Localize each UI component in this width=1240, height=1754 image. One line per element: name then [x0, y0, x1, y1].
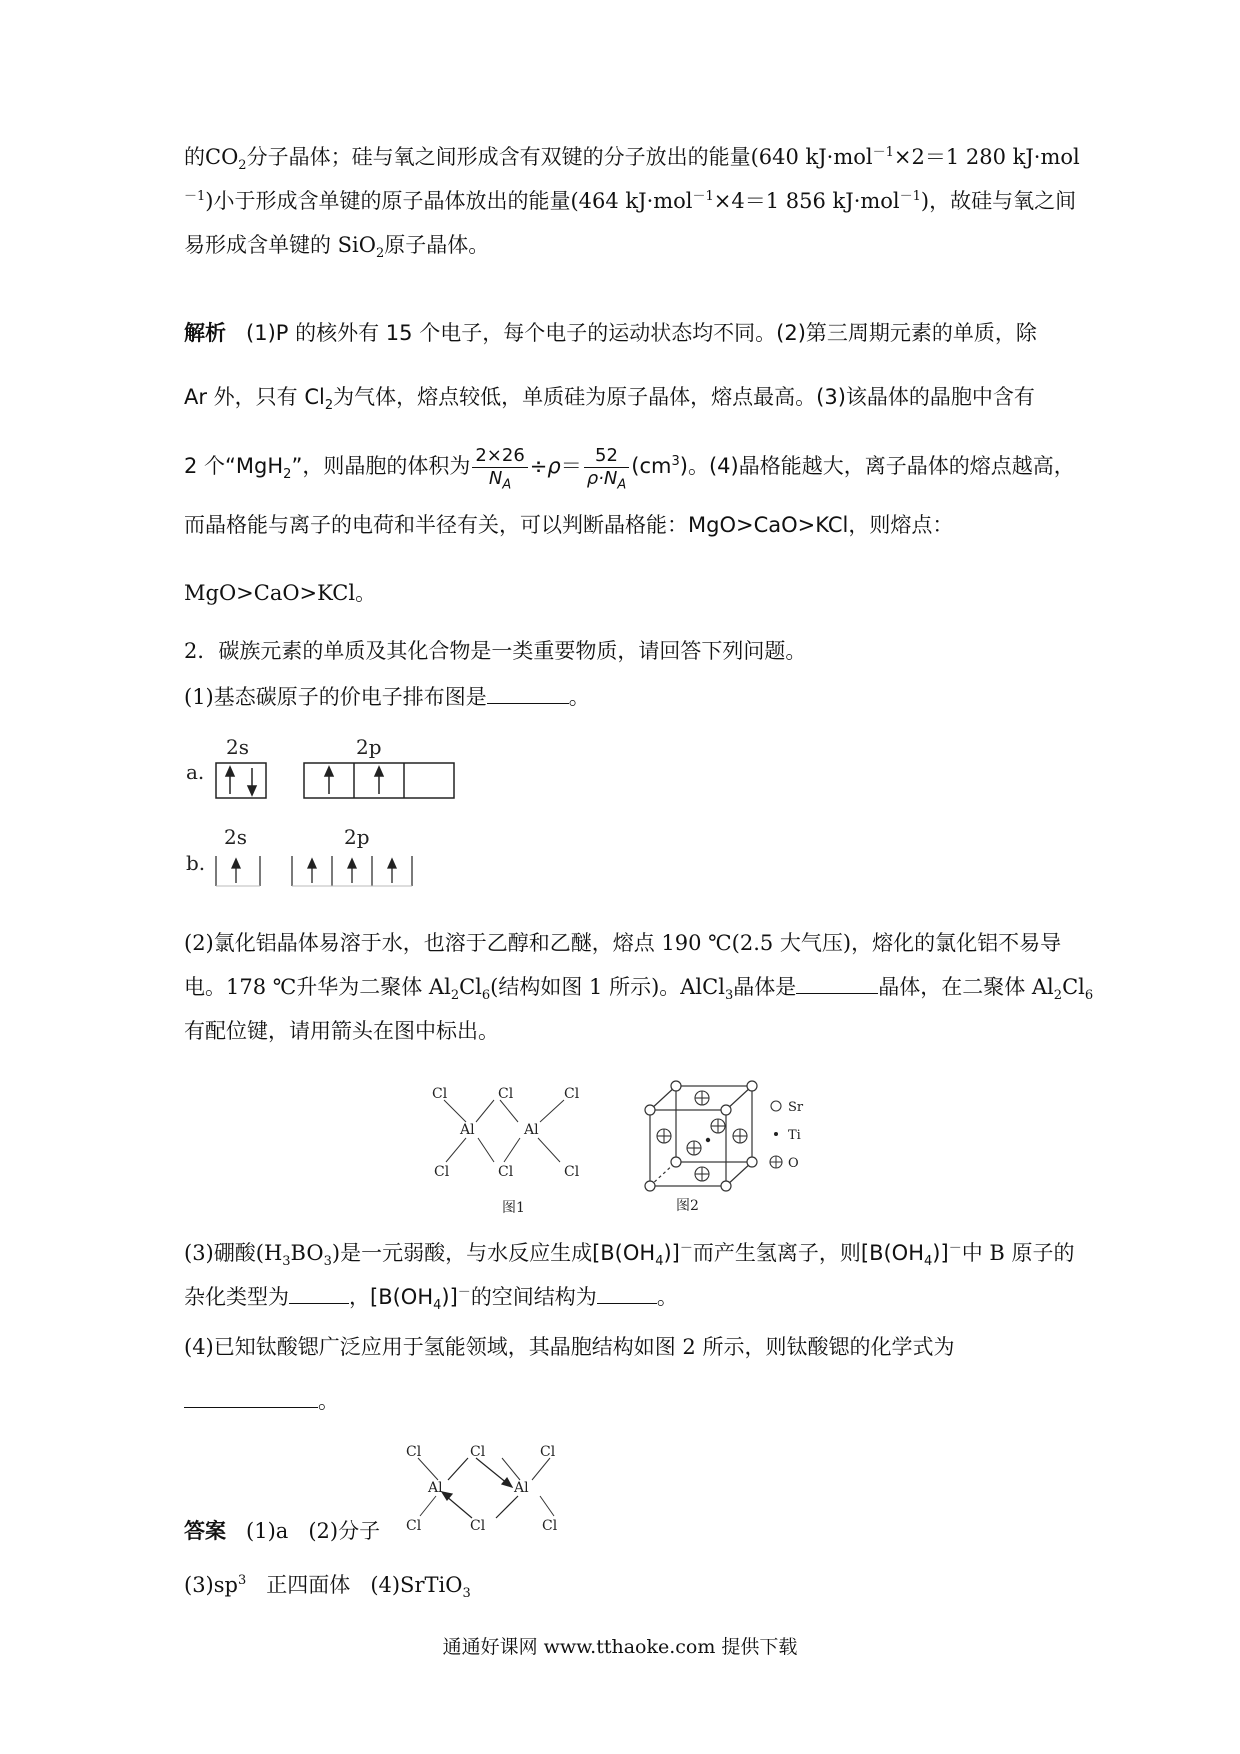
figure-2-unit-cell: [640, 1076, 840, 1216]
answer-blank-5[interactable]: [184, 1387, 318, 1408]
legend-o-label: O: [788, 1156, 799, 1171]
answer-blank-3[interactable]: [289, 1283, 349, 1304]
question-2-part-4-line-1: (4)已知钛酸锶广泛应用于氢能领域，其晶胞结构如图 2 所示，则钛酸锶的化学式为: [184, 1335, 955, 1359]
answer-line-2: $(3)sp^3$ 正四面体 (4)SrTiO$_3$: [184, 1573, 471, 1602]
page-footer: 通通好课网 www.tthaoke.com 提供下载: [442, 1636, 798, 1658]
fig1-al-1: Al: [460, 1122, 475, 1138]
fig1-cl-6: Cl: [564, 1164, 580, 1180]
para-line-2: $^{-1}$)小于形成含单键的原子晶体放出的能量(464 kJ·mol$^{-1}$×4＝1 856 kJ·mol$^{-1}$)，故硅与氧之间: [184, 189, 1077, 213]
ans-fig-al-1: Al: [428, 1480, 443, 1496]
analysis-line-5: MgO>CaO>KCl。: [184, 581, 377, 605]
analysis-line-1: 解析 (1)P 的核外有 15 个电子，每个电子的运动状态均不同。(2)第三周期元素的单质，除: [184, 321, 1037, 345]
orbital-2s-label: 2s: [226, 735, 249, 759]
figure-1-al2cl6: [420, 1082, 600, 1218]
answer-blank-1[interactable]: [487, 683, 569, 704]
ans-fig-cl-4: Cl: [406, 1518, 422, 1534]
ans-fig-cl-5: Cl: [470, 1518, 486, 1534]
option-a-label: a.: [186, 760, 205, 784]
question-2-part-2-line-1: (2)氯化铝晶体易溶于水，也溶于乙醇和乙醚，熔点 190 ℃(2.5 大气压)，熔化的氯化铝不易导: [184, 931, 1062, 955]
ans-fig-al-2: Al: [514, 1480, 529, 1496]
question-2-part-2-line-2: 电。178 ℃升华为二聚体 $Al_2Cl_6$(结构如图 1 所示)。AlCl$_3$晶体是 晶体，在二聚体 $Al_2Cl_6$: [184, 975, 1094, 1004]
orbital-option-a: [186, 735, 454, 798]
analysis-line-2: Ar 外，只有 $Cl_2$为气体，熔点较低，单质硅为原子晶体，熔点最高。(3)该晶体的晶胞中含有: [184, 385, 1035, 414]
analysis-line-4: 而晶格能与离子的电荷和半径有关，可以判断晶格能：MgO>CaO>KCl，则熔点：: [184, 513, 954, 537]
question-2-part-3-line-1: (3)硼酸$(H_3BO_3)$是一元弱酸，与水反应生成$[B(OH_4)]^-$而产生氢离子，则$[B(OH_4)]^-$中 B 原子的: [184, 1241, 1075, 1270]
fig1-cl-4: Cl: [434, 1164, 450, 1180]
analysis-line-3: 2 个“MgH$_2$”，则晶胞的体积为 $\frac{2\times 26}{N_A}$ ÷ρ＝ $\frac{52}{\rho\cdot N_A}$ $(cm^3)$。(4)晶格能越大，离子晶体的熔点越高，: [184, 444, 1075, 493]
fig2-caption: 图2: [676, 1198, 699, 1214]
para-line-3: 易形成含单键的 SiO$_2$原子晶体。: [184, 233, 490, 262]
legend-sr-label: Sr: [788, 1100, 804, 1115]
fig1-caption: 图1: [502, 1200, 525, 1216]
question-2-part-2-line-3: 有配位键，请用箭头在图中标出。: [184, 1019, 499, 1043]
ans-fig-cl-2: Cl: [470, 1444, 486, 1460]
answer-blank-4[interactable]: [597, 1283, 657, 1304]
orbital-option-b: [186, 825, 412, 886]
fig1-cl-2: Cl: [498, 1086, 514, 1102]
fraction-volume-2: $\frac{52}{\rho\cdot N_A}$: [584, 445, 630, 490]
orbital-diagrams: [180, 730, 480, 910]
option-b-label: b.: [186, 851, 206, 875]
answer-label: 答案: [184, 1519, 226, 1543]
answer-line-1: 答案 (1)a (2)分子: [184, 1519, 381, 1543]
fig1-cl-5: Cl: [498, 1164, 514, 1180]
question-2-title: 2．碳族元素的单质及其化合物是一类重要物质，请回答下列问题。: [184, 639, 807, 663]
fig1-al-2: Al: [524, 1122, 539, 1138]
fig1-cl-3: Cl: [564, 1086, 580, 1102]
question-2-part-1: (1)基态碳原子的价电子排布图是 。: [184, 685, 590, 709]
question-2-part-4-line-2: 。: [184, 1386, 1064, 1416]
legend-ti-label: Ti: [788, 1128, 801, 1143]
fig1-cl-1: Cl: [432, 1086, 448, 1102]
fraction-volume-1: $\frac{2\times 26}{N_A}$: [472, 445, 527, 490]
ans-fig-cl-1: Cl: [406, 1444, 422, 1460]
para-line-1: 的$CO_2$分子晶体；硅与氧之间形成含有双键的分子放出的能量(640 kJ·mol$^{-1}$×2＝1 280 kJ·mol: [184, 145, 1080, 174]
orbital-2p-label: 2p: [356, 735, 382, 759]
ans-fig-cl-3: Cl: [540, 1444, 556, 1460]
ans-fig-cl-6: Cl: [542, 1518, 558, 1534]
analysis-label: 解析: [184, 321, 226, 345]
question-2-part-3-line-2: 杂化类型为 ，$[B(OH_4)]^-$的空间结构为 。: [184, 1285, 678, 1314]
orbital-2p-label-b: 2p: [344, 825, 370, 849]
orbital-2s-label-b: 2s: [224, 825, 247, 849]
answer-blank-2[interactable]: [796, 973, 878, 994]
